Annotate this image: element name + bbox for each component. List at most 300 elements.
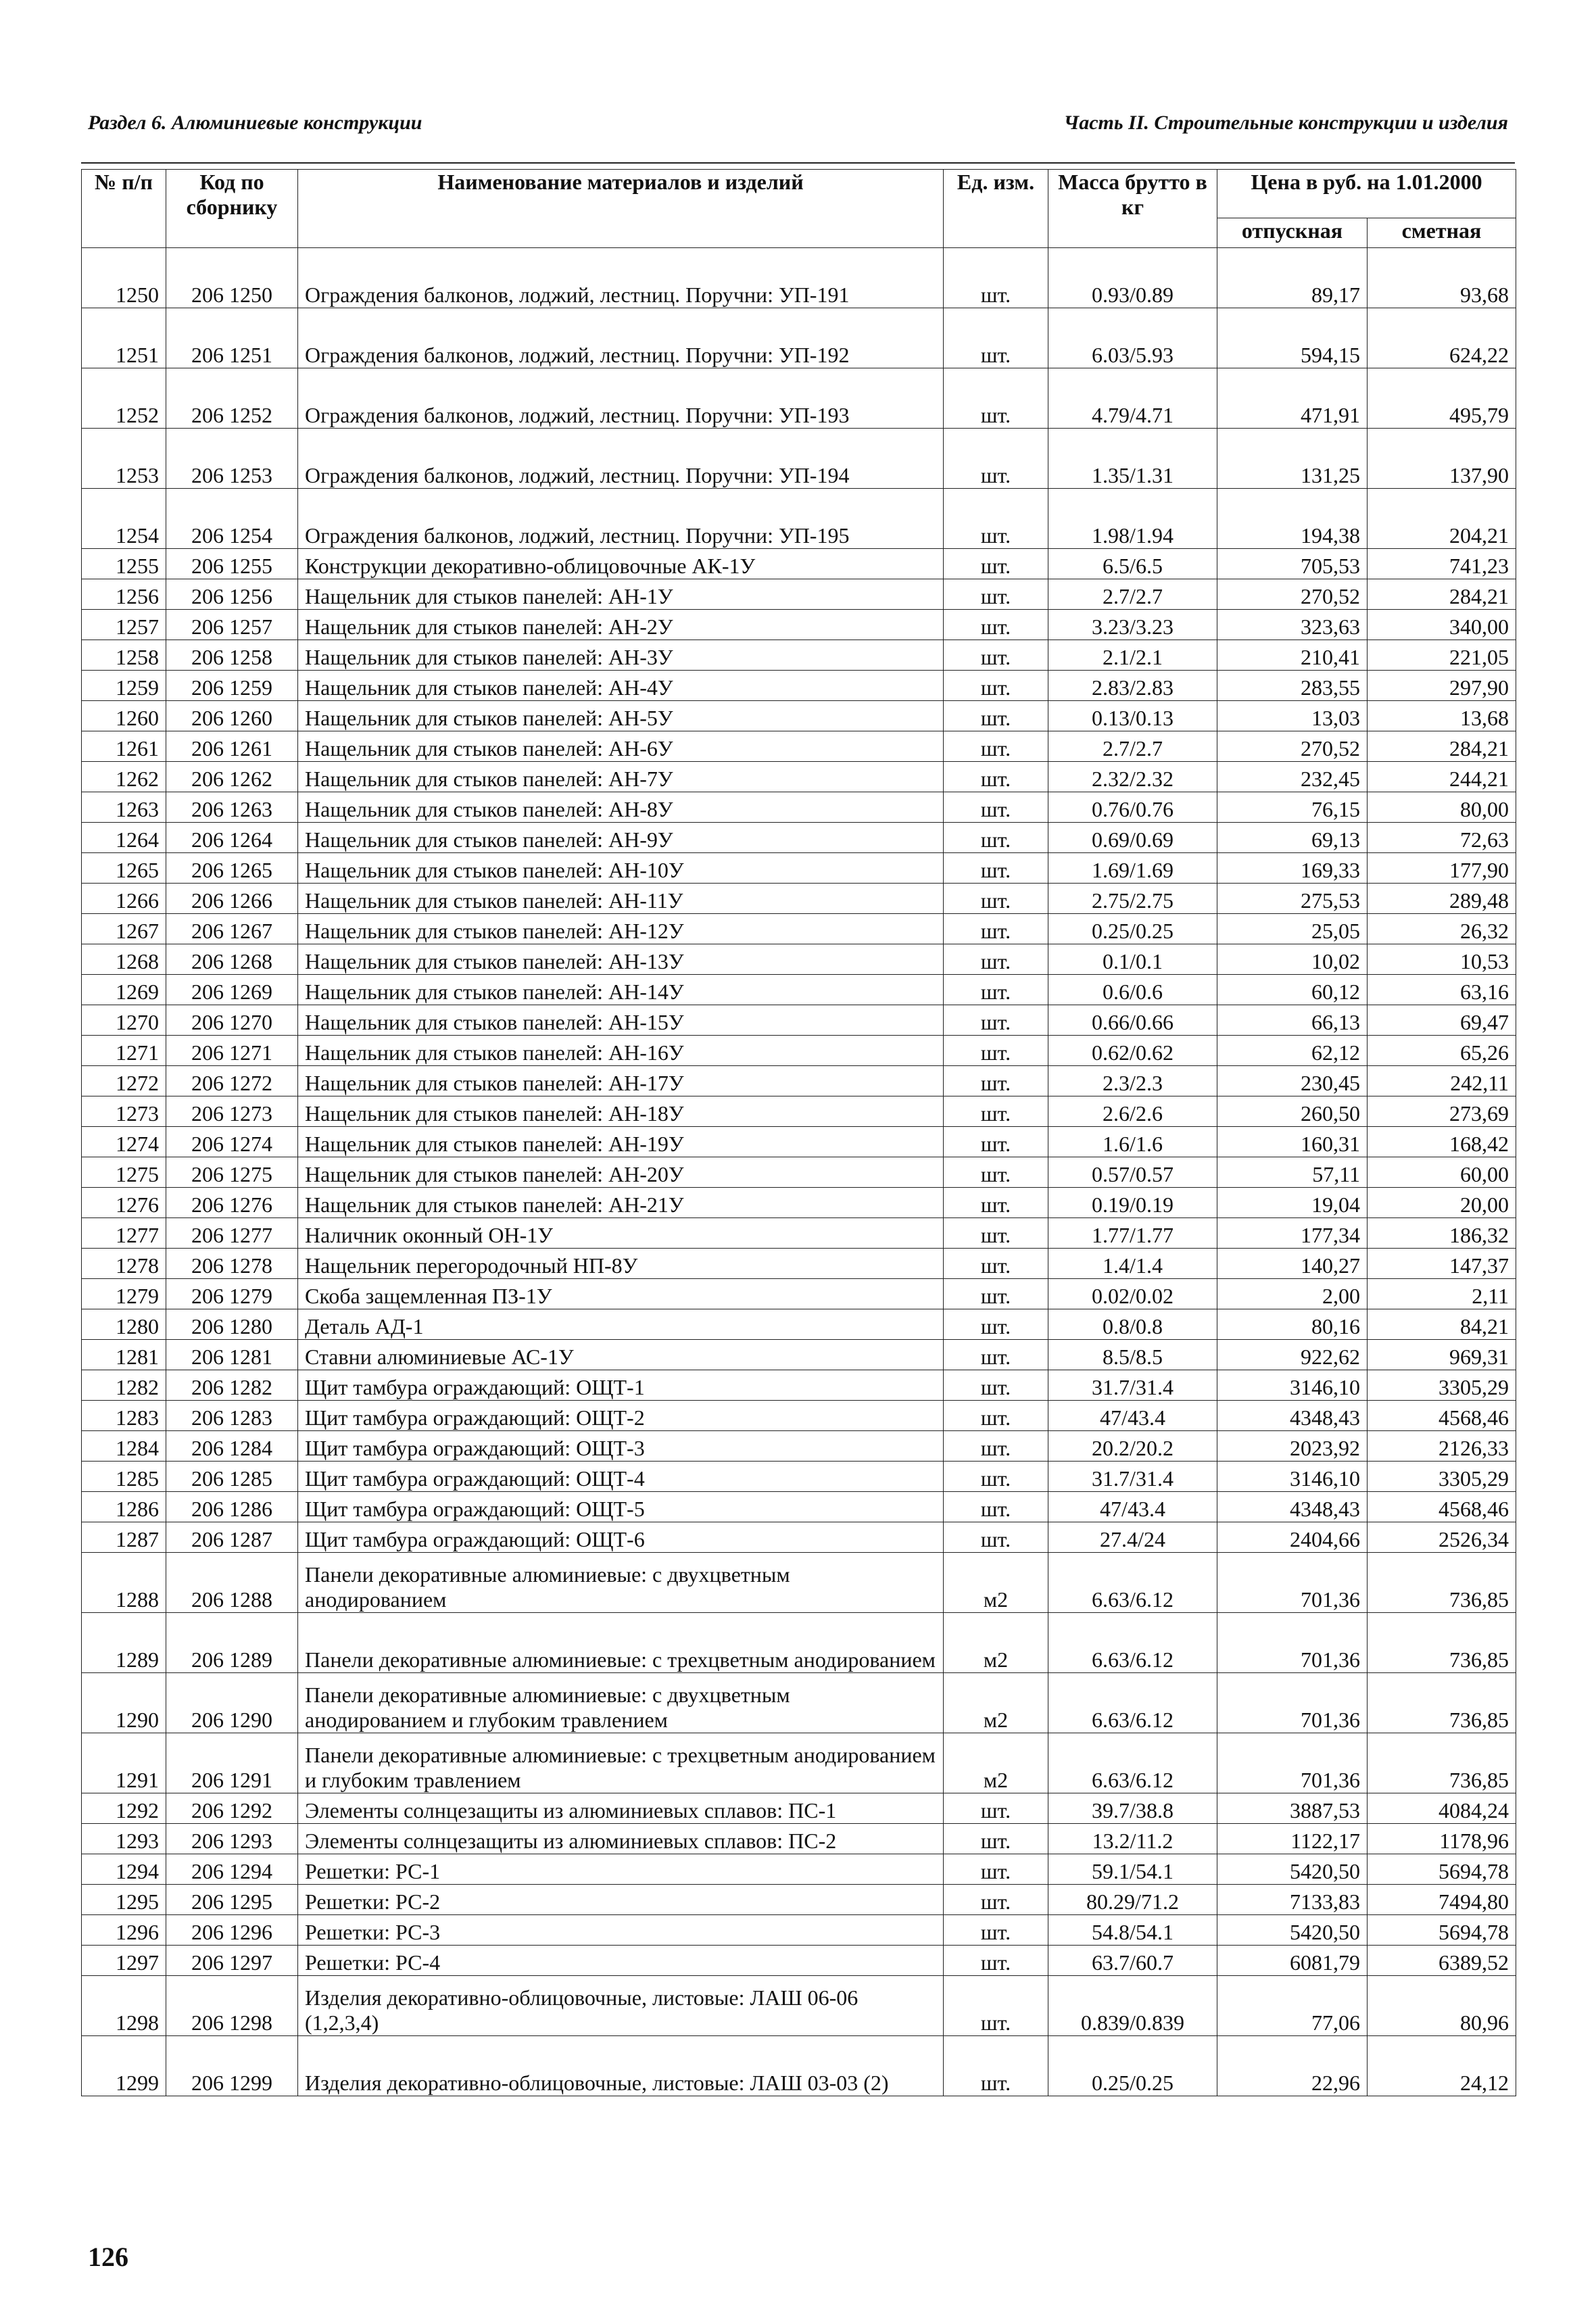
row-name: Щит тамбура ограждающий: ОЩТ-2 xyxy=(298,1401,944,1431)
row-estimate-price: 6389,52 xyxy=(1368,1946,1516,1976)
row-mass: 6.03/5.93 xyxy=(1048,308,1217,368)
row-number: 1288 xyxy=(82,1553,166,1613)
table-row xyxy=(82,1157,1516,1188)
row-estimate-price: 80,00 xyxy=(1368,792,1516,823)
row-release-price: 323,63 xyxy=(1217,610,1368,640)
row-mass: 63.7/60.7 xyxy=(1048,1946,1217,1976)
row-code: 206 1268 xyxy=(166,944,298,975)
row-estimate-price: 736,85 xyxy=(1368,1613,1516,1673)
row-unit: шт. xyxy=(944,1157,1048,1188)
row-number: 1255 xyxy=(82,549,166,579)
row-name: Нащельник для стыков панелей: АН-2У xyxy=(298,610,944,640)
row-unit: шт. xyxy=(944,1854,1048,1885)
row-mass: 2.32/2.32 xyxy=(1048,762,1217,792)
row-unit: шт. xyxy=(944,1279,1048,1309)
row-estimate-price: 4084,24 xyxy=(1368,1793,1516,1824)
row-code: 206 1264 xyxy=(166,823,298,853)
row-unit: шт. xyxy=(944,1036,1048,1066)
table-row xyxy=(82,823,1516,853)
row-name: Панели декоративные алюминиевые: с двухцветным анодированием xyxy=(298,1553,944,1613)
row-mass: 0.62/0.62 xyxy=(1048,1036,1217,1066)
table-row xyxy=(82,1733,1516,1793)
row-number: 1256 xyxy=(82,579,166,610)
table-row xyxy=(82,248,1516,308)
row-number: 1251 xyxy=(82,308,166,368)
row-mass: 20.2/20.2 xyxy=(1048,1431,1217,1462)
row-release-price: 5420,50 xyxy=(1217,1915,1368,1946)
row-estimate-price: 186,32 xyxy=(1368,1218,1516,1249)
row-number: 1286 xyxy=(82,1492,166,1522)
row-code: 206 1278 xyxy=(166,1249,298,1279)
row-mass: 0.76/0.76 xyxy=(1048,792,1217,823)
table-row xyxy=(82,1096,1516,1127)
table-row xyxy=(82,308,1516,368)
col-estimate-price-header: сметная xyxy=(1368,218,1516,248)
table-row xyxy=(82,579,1516,610)
row-unit: шт. xyxy=(944,248,1048,308)
row-mass: 0.6/0.6 xyxy=(1048,975,1217,1005)
row-unit: шт. xyxy=(944,1824,1048,1854)
row-estimate-price: 24,12 xyxy=(1368,2036,1516,2096)
row-mass: 6.5/6.5 xyxy=(1048,549,1217,579)
row-release-price: 270,52 xyxy=(1217,731,1368,762)
row-code: 206 1254 xyxy=(166,489,298,549)
row-unit: шт. xyxy=(944,579,1048,610)
row-code: 206 1297 xyxy=(166,1946,298,1976)
row-name: Ограждения балконов, лоджий, лестниц. Поручни: УП-193 xyxy=(298,368,944,429)
row-release-price: 701,36 xyxy=(1217,1733,1368,1793)
row-estimate-price: 177,90 xyxy=(1368,853,1516,884)
row-estimate-price: 10,53 xyxy=(1368,944,1516,975)
row-release-price: 22,96 xyxy=(1217,2036,1368,2096)
row-code: 206 1275 xyxy=(166,1157,298,1188)
row-mass: 6.63/6.12 xyxy=(1048,1733,1217,1793)
table-row xyxy=(82,1553,1516,1613)
row-number: 1278 xyxy=(82,1249,166,1279)
row-mass: 0.8/0.8 xyxy=(1048,1309,1217,1340)
row-mass: 6.63/6.12 xyxy=(1048,1673,1217,1733)
row-release-price: 169,33 xyxy=(1217,853,1368,884)
row-name: Щит тамбура ограждающий: ОЩТ-1 xyxy=(298,1370,944,1401)
row-mass: 2.6/2.6 xyxy=(1048,1096,1217,1127)
row-mass: 2.7/2.7 xyxy=(1048,731,1217,762)
row-unit: шт. xyxy=(944,823,1048,853)
col-release-price-header: отпускная xyxy=(1217,218,1368,248)
row-unit: шт. xyxy=(944,1096,1048,1127)
row-mass: 47/43.4 xyxy=(1048,1401,1217,1431)
row-estimate-price: 242,11 xyxy=(1368,1066,1516,1096)
row-unit: шт. xyxy=(944,368,1048,429)
table-row xyxy=(82,1279,1516,1309)
row-number: 1272 xyxy=(82,1066,166,1096)
table-row xyxy=(82,762,1516,792)
row-number: 1262 xyxy=(82,762,166,792)
row-estimate-price: 624,22 xyxy=(1368,308,1516,368)
row-code: 206 1290 xyxy=(166,1673,298,1733)
row-mass: 6.63/6.12 xyxy=(1048,1553,1217,1613)
row-name: Ставни алюминиевые АС-1У xyxy=(298,1340,944,1370)
row-code: 206 1288 xyxy=(166,1553,298,1613)
row-code: 206 1274 xyxy=(166,1127,298,1157)
row-name: Щит тамбура ограждающий: ОЩТ-6 xyxy=(298,1522,944,1553)
row-name: Элементы солнцезащиты из алюминиевых сплавов: ПС-2 xyxy=(298,1824,944,1854)
row-estimate-price: 7494,80 xyxy=(1368,1885,1516,1915)
row-unit: шт. xyxy=(944,762,1048,792)
row-mass: 0.839/0.839 xyxy=(1048,1976,1217,2036)
row-release-price: 66,13 xyxy=(1217,1005,1368,1036)
row-number: 1280 xyxy=(82,1309,166,1340)
row-number: 1276 xyxy=(82,1188,166,1218)
table-row xyxy=(82,853,1516,884)
row-mass: 0.13/0.13 xyxy=(1048,701,1217,731)
row-estimate-price: 340,00 xyxy=(1368,610,1516,640)
row-code: 206 1252 xyxy=(166,368,298,429)
row-estimate-price: 13,68 xyxy=(1368,701,1516,731)
row-release-price: 2023,92 xyxy=(1217,1431,1368,1462)
row-mass: 1.35/1.31 xyxy=(1048,429,1217,489)
row-name: Нащельник для стыков панелей: АН-12У xyxy=(298,914,944,944)
row-estimate-price: 5694,78 xyxy=(1368,1915,1516,1946)
table-row xyxy=(82,1915,1516,1946)
row-number: 1287 xyxy=(82,1522,166,1553)
row-name: Нащельник для стыков панелей: АН-10У xyxy=(298,853,944,884)
row-name: Панели декоративные алюминиевые: с трехцветным анодированием и глубоким травлением xyxy=(298,1733,944,1793)
row-number: 1274 xyxy=(82,1127,166,1157)
row-code: 206 1299 xyxy=(166,2036,298,2096)
row-name: Нащельник для стыков панелей: АН-15У xyxy=(298,1005,944,1036)
table-row xyxy=(82,1613,1516,1673)
row-code: 206 1286 xyxy=(166,1492,298,1522)
row-code: 206 1282 xyxy=(166,1370,298,1401)
row-unit: шт. xyxy=(944,1522,1048,1553)
row-name: Нащельник для стыков панелей: АН-6У xyxy=(298,731,944,762)
row-release-price: 705,53 xyxy=(1217,549,1368,579)
row-number: 1282 xyxy=(82,1370,166,1401)
table-row xyxy=(82,1673,1516,1733)
row-unit: шт. xyxy=(944,1188,1048,1218)
row-mass: 6.63/6.12 xyxy=(1048,1613,1217,1673)
row-mass: 31.7/31.4 xyxy=(1048,1370,1217,1401)
row-release-price: 701,36 xyxy=(1217,1553,1368,1613)
row-code: 206 1296 xyxy=(166,1915,298,1946)
row-number: 1257 xyxy=(82,610,166,640)
table-row xyxy=(82,914,1516,944)
row-unit: шт. xyxy=(944,610,1048,640)
row-unit: шт. xyxy=(944,1946,1048,1976)
row-mass: 2.7/2.7 xyxy=(1048,579,1217,610)
row-estimate-price: 3305,29 xyxy=(1368,1462,1516,1492)
row-name: Нащельник для стыков панелей: АН-19У xyxy=(298,1127,944,1157)
row-release-price: 160,31 xyxy=(1217,1127,1368,1157)
row-code: 206 1284 xyxy=(166,1431,298,1462)
table-row xyxy=(82,429,1516,489)
row-unit: шт. xyxy=(944,701,1048,731)
row-release-price: 471,91 xyxy=(1217,368,1368,429)
row-code: 206 1251 xyxy=(166,308,298,368)
row-release-price: 1122,17 xyxy=(1217,1824,1368,1854)
row-unit: шт. xyxy=(944,1976,1048,2036)
table-row xyxy=(82,975,1516,1005)
row-estimate-price: 147,37 xyxy=(1368,1249,1516,1279)
row-mass: 3.23/3.23 xyxy=(1048,610,1217,640)
row-number: 1290 xyxy=(82,1673,166,1733)
row-name: Нащельник для стыков панелей: АН-16У xyxy=(298,1036,944,1066)
row-name: Ограждения балконов, лоджий, лестниц. Поручни: УП-191 xyxy=(298,248,944,308)
row-mass: 47/43.4 xyxy=(1048,1492,1217,1522)
row-estimate-price: 3305,29 xyxy=(1368,1370,1516,1401)
row-mass: 0.02/0.02 xyxy=(1048,1279,1217,1309)
row-release-price: 230,45 xyxy=(1217,1066,1368,1096)
row-name: Ограждения балконов, лоджий, лестниц. Поручни: УП-194 xyxy=(298,429,944,489)
row-estimate-price: 297,90 xyxy=(1368,671,1516,701)
row-estimate-price: 72,63 xyxy=(1368,823,1516,853)
row-release-price: 701,36 xyxy=(1217,1613,1368,1673)
row-unit: шт. xyxy=(944,429,1048,489)
row-release-price: 19,04 xyxy=(1217,1188,1368,1218)
col-price-header: Цена в руб. на 1.01.2000 xyxy=(1217,170,1516,218)
row-estimate-price: 289,48 xyxy=(1368,884,1516,914)
row-name: Нащельник перегородочный НП-8У xyxy=(298,1249,944,1279)
row-number: 1298 xyxy=(82,1976,166,2036)
table-row xyxy=(82,884,1516,914)
table-row xyxy=(82,1188,1516,1218)
row-number: 1277 xyxy=(82,1218,166,1249)
table-row xyxy=(82,1462,1516,1492)
row-release-price: 283,55 xyxy=(1217,671,1368,701)
col-mass-header: Масса брутто в кг xyxy=(1048,170,1217,248)
row-release-price: 5420,50 xyxy=(1217,1854,1368,1885)
row-number: 1266 xyxy=(82,884,166,914)
row-estimate-price: 221,05 xyxy=(1368,640,1516,671)
col-unit-header: Ед. изм. xyxy=(944,170,1048,248)
row-release-price: 2404,66 xyxy=(1217,1522,1368,1553)
row-release-price: 177,34 xyxy=(1217,1218,1368,1249)
row-code: 206 1298 xyxy=(166,1976,298,2036)
table-row xyxy=(82,1370,1516,1401)
table-row xyxy=(82,1793,1516,1824)
row-number: 1297 xyxy=(82,1946,166,1976)
row-estimate-price: 2526,34 xyxy=(1368,1522,1516,1553)
row-estimate-price: 69,47 xyxy=(1368,1005,1516,1036)
row-release-price: 7133,83 xyxy=(1217,1885,1368,1915)
row-release-price: 10,02 xyxy=(1217,944,1368,975)
row-mass: 13.2/11.2 xyxy=(1048,1824,1217,1854)
row-number: 1294 xyxy=(82,1854,166,1885)
row-number: 1283 xyxy=(82,1401,166,1431)
row-code: 206 1253 xyxy=(166,429,298,489)
row-code: 206 1255 xyxy=(166,549,298,579)
row-mass: 0.93/0.89 xyxy=(1048,248,1217,308)
row-mass: 2.1/2.1 xyxy=(1048,640,1217,671)
row-unit: м2 xyxy=(944,1673,1048,1733)
row-number: 1270 xyxy=(82,1005,166,1036)
row-mass: 0.25/0.25 xyxy=(1048,2036,1217,2096)
table-row xyxy=(82,368,1516,429)
table-row xyxy=(82,640,1516,671)
row-mass: 0.66/0.66 xyxy=(1048,1005,1217,1036)
table-body xyxy=(82,248,1516,2096)
row-mass: 31.7/31.4 xyxy=(1048,1462,1217,1492)
row-estimate-price: 137,90 xyxy=(1368,429,1516,489)
row-name: Ограждения балконов, лоджий, лестниц. Поручни: УП-195 xyxy=(298,489,944,549)
row-mass: 1.69/1.69 xyxy=(1048,853,1217,884)
row-name: Скоба защемленная ПЗ-1У xyxy=(298,1279,944,1309)
row-code: 206 1256 xyxy=(166,579,298,610)
row-number: 1296 xyxy=(82,1915,166,1946)
table-row xyxy=(82,1854,1516,1885)
row-release-price: 232,45 xyxy=(1217,762,1368,792)
row-mass: 2.75/2.75 xyxy=(1048,884,1217,914)
row-name: Нащельник для стыков панелей: АН-8У xyxy=(298,792,944,823)
table-row xyxy=(82,610,1516,640)
row-mass: 27.4/24 xyxy=(1048,1522,1217,1553)
row-code: 206 1280 xyxy=(166,1309,298,1340)
row-code: 206 1250 xyxy=(166,248,298,308)
row-code: 206 1291 xyxy=(166,1733,298,1793)
row-unit: шт. xyxy=(944,1370,1048,1401)
row-estimate-price: 5694,78 xyxy=(1368,1854,1516,1885)
table-row xyxy=(82,1005,1516,1036)
part-title: Часть II. Строительные конструкции и изделия xyxy=(1063,112,1508,134)
row-code: 206 1279 xyxy=(166,1279,298,1309)
row-mass: 0.69/0.69 xyxy=(1048,823,1217,853)
row-code: 206 1261 xyxy=(166,731,298,762)
row-release-price: 80,16 xyxy=(1217,1309,1368,1340)
row-number: 1291 xyxy=(82,1733,166,1793)
row-code: 206 1281 xyxy=(166,1340,298,1370)
table-row xyxy=(82,549,1516,579)
row-unit: шт. xyxy=(944,2036,1048,2096)
row-number: 1250 xyxy=(82,248,166,308)
row-name: Нащельник для стыков панелей: АН-7У xyxy=(298,762,944,792)
row-unit: шт. xyxy=(944,1793,1048,1824)
row-code: 206 1267 xyxy=(166,914,298,944)
row-release-price: 701,36 xyxy=(1217,1673,1368,1733)
row-name: Панели декоративные алюминиевые: с трехцветным анодированием xyxy=(298,1613,944,1673)
row-name: Нащельник для стыков панелей: АН-17У xyxy=(298,1066,944,1096)
row-name: Изделия декоративно-облицовочные, листовые: ЛАШ 06-06 (1,2,3,4) xyxy=(298,1976,944,2036)
row-unit: шт. xyxy=(944,853,1048,884)
row-number: 1269 xyxy=(82,975,166,1005)
row-name: Нащельник для стыков панелей: АН-1У xyxy=(298,579,944,610)
table-row xyxy=(82,489,1516,549)
row-name: Нащельник для стыков панелей: АН-9У xyxy=(298,823,944,853)
row-estimate-price: 4568,46 xyxy=(1368,1401,1516,1431)
row-release-price: 4348,43 xyxy=(1217,1492,1368,1522)
row-mass: 39.7/38.8 xyxy=(1048,1793,1217,1824)
row-release-price: 275,53 xyxy=(1217,884,1368,914)
row-code: 206 1262 xyxy=(166,762,298,792)
row-unit: шт. xyxy=(944,1340,1048,1370)
row-number: 1264 xyxy=(82,823,166,853)
page-number: 126 xyxy=(88,2242,128,2272)
row-unit: шт. xyxy=(944,1218,1048,1249)
row-mass: 8.5/8.5 xyxy=(1048,1340,1217,1370)
row-unit: шт. xyxy=(944,489,1048,549)
row-name: Ограждения балконов, лоджий, лестниц. Поручни: УП-192 xyxy=(298,308,944,368)
row-release-price: 60,12 xyxy=(1217,975,1368,1005)
row-number: 1254 xyxy=(82,489,166,549)
row-unit: шт. xyxy=(944,944,1048,975)
table-header xyxy=(82,170,1516,248)
row-code: 206 1294 xyxy=(166,1854,298,1885)
row-code: 206 1271 xyxy=(166,1036,298,1066)
row-mass: 1.6/1.6 xyxy=(1048,1127,1217,1157)
row-name: Щит тамбура ограждающий: ОЩТ-3 xyxy=(298,1431,944,1462)
row-mass: 1.4/1.4 xyxy=(1048,1249,1217,1279)
row-name: Наличник оконный ОН-1У xyxy=(298,1218,944,1249)
row-estimate-price: 1178,96 xyxy=(1368,1824,1516,1854)
row-number: 1261 xyxy=(82,731,166,762)
row-unit: шт. xyxy=(944,792,1048,823)
row-release-price: 4348,43 xyxy=(1217,1401,1368,1431)
row-unit: шт. xyxy=(944,1005,1048,1036)
row-estimate-price: 969,31 xyxy=(1368,1340,1516,1370)
row-number: 1271 xyxy=(82,1036,166,1066)
row-mass: 80.29/71.2 xyxy=(1048,1885,1217,1915)
row-estimate-price: 60,00 xyxy=(1368,1157,1516,1188)
row-release-price: 89,17 xyxy=(1217,248,1368,308)
row-estimate-price: 273,69 xyxy=(1368,1096,1516,1127)
row-name: Деталь АД-1 xyxy=(298,1309,944,1340)
row-mass: 54.8/54.1 xyxy=(1048,1915,1217,1946)
table-row xyxy=(82,1036,1516,1066)
header-rule xyxy=(81,162,1515,164)
row-name: Нащельник для стыков панелей: АН-3У xyxy=(298,640,944,671)
row-estimate-price: 736,85 xyxy=(1368,1733,1516,1793)
row-code: 206 1260 xyxy=(166,701,298,731)
row-number: 1285 xyxy=(82,1462,166,1492)
table-row xyxy=(82,1127,1516,1157)
row-unit: шт. xyxy=(944,549,1048,579)
row-number: 1293 xyxy=(82,1824,166,1854)
row-code: 206 1285 xyxy=(166,1462,298,1492)
row-release-price: 76,15 xyxy=(1217,792,1368,823)
row-name: Нащельник для стыков панелей: АН-4У xyxy=(298,671,944,701)
row-code: 206 1263 xyxy=(166,792,298,823)
row-code: 206 1287 xyxy=(166,1522,298,1553)
row-unit: шт. xyxy=(944,1309,1048,1340)
row-name: Нащельник для стыков панелей: АН-18У xyxy=(298,1096,944,1127)
table-row xyxy=(82,944,1516,975)
row-mass: 0.25/0.25 xyxy=(1048,914,1217,944)
row-release-price: 69,13 xyxy=(1217,823,1368,853)
row-code: 206 1270 xyxy=(166,1005,298,1036)
row-name: Нащельник для стыков панелей: АН-14У xyxy=(298,975,944,1005)
row-release-price: 922,62 xyxy=(1217,1340,1368,1370)
row-name: Нащельник для стыков панелей: АН-21У xyxy=(298,1188,944,1218)
row-code: 206 1289 xyxy=(166,1613,298,1673)
row-unit: м2 xyxy=(944,1733,1048,1793)
row-code: 206 1277 xyxy=(166,1218,298,1249)
table-row xyxy=(82,1946,1516,1976)
row-name: Решетки: РС-3 xyxy=(298,1915,944,1946)
row-unit: шт. xyxy=(944,1462,1048,1492)
row-mass: 0.1/0.1 xyxy=(1048,944,1217,975)
row-name: Нащельник для стыков панелей: АН-11У xyxy=(298,884,944,914)
row-unit: шт. xyxy=(944,1127,1048,1157)
row-mass: 4.79/4.71 xyxy=(1048,368,1217,429)
row-release-price: 194,38 xyxy=(1217,489,1368,549)
row-code: 206 1265 xyxy=(166,853,298,884)
row-code: 206 1272 xyxy=(166,1066,298,1096)
row-unit: шт. xyxy=(944,731,1048,762)
row-estimate-price: 2126,33 xyxy=(1368,1431,1516,1462)
table-row xyxy=(82,1401,1516,1431)
table-row xyxy=(82,1066,1516,1096)
row-code: 206 1292 xyxy=(166,1793,298,1824)
row-estimate-price: 244,21 xyxy=(1368,762,1516,792)
